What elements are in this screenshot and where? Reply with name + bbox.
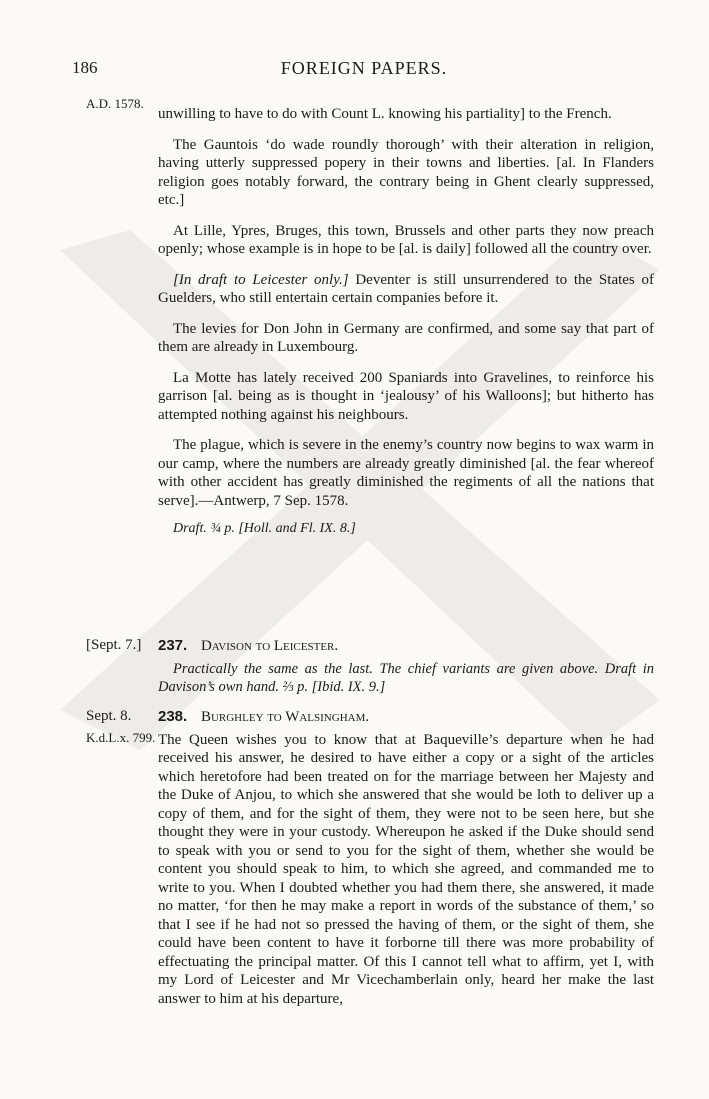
paragraph: At Lille, Ypres, Bruges, this town, Brussels and other parts they now preach openly; whose example is in hope to be [al. is daily] followed all the country over. xyxy=(158,222,654,257)
margin-date-sept8: Sept. 8. xyxy=(86,708,132,724)
page-header xyxy=(72,58,656,82)
entry-number: 237. xyxy=(158,637,188,654)
draft-reference: Draft. ¾ p. [Holl. and Fl. IX. 8.] xyxy=(173,521,356,536)
page-number: 186 xyxy=(72,58,98,77)
entry-237 xyxy=(158,637,654,697)
paragraph: The levies for Don John in Germany are confirmed, and some say that part of them are already in Luxembourg. xyxy=(158,320,654,355)
entry-body: The Queen wishes you to know that at Baqueville’s departure when he had received his answer, he desired to have either a copy or a sight of the articles which heretofore had been treated on for the marriage between her Majesty and the Duke of Anjou, to which she answered that she would be loth to deliver up a copy of them, and for the sight of them, they were not to be seen here, but she thought they were in your custody. Whereupon he asked if the Duke should send to speak with you or send to you for the sight of them, whether she would be content you should speak to him, to which she agreed, and commanded me to write to you. When I doubted whether you had them there, she answered, it made no matter, ‘for then he may make a report in words of the substance of them,’ so that I see if he had not so pressed the having of them, or the sight of them, she could have been content to have it forborne till there was more probability of effectuating the principal matter. Of this I cannot tell what to affirm, yet I, with my Lord of Leicester and Mr Vicechamberlain only, heard her make the last answer to him at his departure, xyxy=(158,731,654,1007)
paragraph: The Gauntois ‘do wade roundly thorough’ with their alteration in religion, having utterly suppressed popery in their towns and liberties. [al. In Flanders religion goes notably forward, the contrary being in Ghent clearly suppressed, etc.] xyxy=(158,136,654,208)
margin-year: A.D. 1578. xyxy=(86,96,144,111)
page-title: FOREIGN PAPERS. xyxy=(280,58,448,78)
entry-number: 238. xyxy=(158,708,188,725)
paragraph xyxy=(158,271,654,308)
paragraph: The plague, which is severe in the enemy’s country now begins to wax warm in our camp, where the numbers are already greatly diminished [al. the fear whereof with other accident has greatly diminished the regiments of all the nations that serve].—Antwerp, 7 Sep. 1578. xyxy=(158,437,654,509)
entry-title: Davison to Leicester. xyxy=(200,638,339,654)
paragraph: unwilling to have to do with Count L. knowing his partiality] to the French. xyxy=(158,106,612,122)
entry-236-text xyxy=(158,105,654,539)
entry-238 xyxy=(158,708,654,1008)
entry-heading xyxy=(158,708,654,727)
draft-note: [In draft to Leicester only.] xyxy=(173,271,349,288)
margin-date-sept7: [Sept. 7.] xyxy=(86,637,142,653)
margin-reference: K.d.L.x. 799. xyxy=(86,730,156,745)
entry-heading xyxy=(158,637,654,656)
paragraph: La Motte has lately received 200 Spaniards into Gravelines, to reinforce his garrison [al. being as is thought in ‘jealousy’ of his Walloons]; but hitherto has attempted nothing against his neighbours. xyxy=(158,369,654,423)
entry-title: Burghley to Walsingham. xyxy=(200,709,370,725)
paragraph-text: Deventer is still unsurrendered to the States of Guelders, who still entertain certain companies before it. xyxy=(158,271,654,306)
entry-summary: Practically the same as the last. The chief variants are given above. Draft in Davison’s own hand. ⅔ p. [Ibid. IX. 9.] xyxy=(158,660,654,695)
